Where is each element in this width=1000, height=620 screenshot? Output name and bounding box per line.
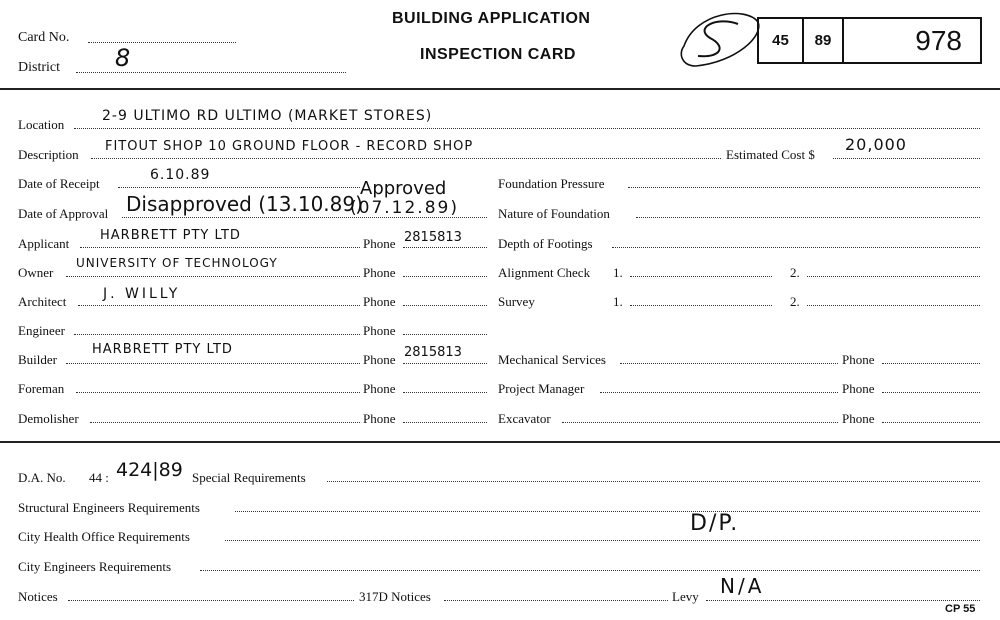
builder-phone-value: 2815813 [404,345,462,360]
card-box-1: 45 [757,17,804,64]
city-engineers-field[interactable] [200,570,980,571]
foreman-field[interactable] [76,392,360,393]
builder-phone-field[interactable] [403,363,487,364]
demolisher-phone-label: Phone [363,411,396,426]
date-receipt-label: Date of Receipt [18,176,100,191]
project-manager-phone-field[interactable] [882,392,980,393]
applicant-phone-field[interactable] [403,247,487,248]
mechanical-phone-field[interactable] [882,363,980,364]
card-no-field[interactable] [88,42,236,43]
form-title-line2: INSPECTION CARD [420,46,576,63]
owner-phone-label: Phone [363,265,396,280]
date-receipt-field[interactable] [118,187,360,188]
form-title-line1: BUILDING APPLICATION [392,10,591,27]
notices-label: Notices [18,589,58,604]
foreman-phone-label: Phone [363,381,396,396]
builder-value: HARBRETT PTY LTD [92,342,233,357]
mechanical-phone-label: Phone [842,352,875,367]
date-approval-approved: Approved [360,178,447,199]
depth-footings-field[interactable] [612,247,980,248]
location-label: Location [18,117,65,132]
district-field[interactable] [76,72,346,73]
builder-phone-label: Phone [363,352,396,367]
notices-field[interactable] [68,600,354,601]
foundation-pressure-field[interactable] [628,187,980,188]
project-manager-phone-label: Phone [842,381,875,396]
location-field[interactable] [74,128,980,129]
levy-value: N/A [720,574,765,598]
nature-foundation-label: Nature of Foundation [498,206,610,221]
excavator-field[interactable] [562,422,838,423]
excavator-phone-label: Phone [842,411,875,426]
structural-engineers-label: Structural Engineers Requirements [18,500,200,515]
engineer-phone-label: Phone [363,323,396,338]
levy-field[interactable] [706,600,980,601]
form-code: CP 55 [945,603,976,615]
special-requirements-label: Special Requirements [192,470,306,485]
alignment-num-1: 1. [613,265,623,280]
description-label: Description [18,147,79,162]
district-label: District [18,60,60,75]
date-receipt-value: 6.10.89 [150,167,211,183]
estimated-cost-value: 20,000 [845,135,907,154]
architect-label: Architect [18,294,67,309]
description-value: FITOUT SHOP 10 GROUND FLOOR - RECORD SHOP [105,139,474,154]
levy-label: Levy [672,589,699,604]
city-health-label: City Health Office Requirements [18,529,190,544]
city-health-value: D/P. [690,511,740,536]
card-no-label: Card No. [18,30,70,45]
description-field[interactable] [91,158,721,159]
excavator-phone-field[interactable] [882,422,980,423]
engineer-label: Engineer [18,323,65,338]
applicant-label: Applicant [18,236,70,251]
date-approval-disapproved: Disapproved (13.10.89) [126,192,363,216]
builder-label: Builder [18,352,57,367]
engineer-field[interactable] [74,334,360,335]
survey-field-2[interactable] [807,305,980,306]
city-engineers-label: City Engineers Requirements [18,559,172,574]
depth-footings-label: Depth of Footings [498,236,593,251]
architect-value: J. WILLY [103,286,181,302]
builder-field[interactable] [66,363,360,364]
alignment-field-2[interactable] [807,276,980,277]
alignment-check-label: Alignment Check [498,265,591,280]
city-health-field[interactable] [225,540,980,541]
header-divider [0,88,1000,90]
notices-317d-label: 317D Notices [359,589,431,604]
mechanical-services-field[interactable] [620,363,838,364]
stamp-letter: S [712,42,713,43]
architect-phone-field[interactable] [403,305,487,306]
owner-phone-field[interactable] [403,276,487,277]
district-value: 8 [115,44,131,72]
excavator-label: Excavator [498,411,551,426]
owner-value: UNIVERSITY OF TECHNOLOGY [76,256,278,270]
alignment-num-2: 2. [790,265,800,280]
alignment-field-1[interactable] [630,276,772,277]
card-box-3: 978 [842,17,982,64]
notices-317d-field[interactable] [444,600,668,601]
demolisher-label: Demolisher [18,411,79,426]
da-no-label: D.A. No. [18,470,66,485]
survey-field-1[interactable] [630,305,772,306]
applicant-value: HARBRETT PTY LTD [100,228,241,243]
owner-field[interactable] [66,276,360,277]
date-approval-approved-date: (07.12.89) [350,198,459,218]
demolisher-field[interactable] [90,422,360,423]
architect-field[interactable] [78,305,360,306]
foreman-label: Foreman [18,381,65,396]
architect-phone-label: Phone [363,294,396,309]
mechanical-services-label: Mechanical Services [498,352,606,367]
stamp-letter-icon [676,6,766,72]
location-value: 2-9 ULTIMO RD ULTIMO (MARKET STORES) [102,108,433,124]
nature-foundation-field[interactable] [636,217,980,218]
foreman-phone-field[interactable] [403,392,487,393]
applicant-phone-label: Phone [363,236,396,251]
foundation-pressure-label: Foundation Pressure [498,176,605,191]
owner-label: Owner [18,265,54,280]
special-requirements-field[interactable] [327,481,980,482]
da-no-value: 424|89 [116,459,183,481]
project-manager-field[interactable] [600,392,838,393]
demolisher-phone-field[interactable] [403,422,487,423]
survey-label: Survey [498,294,535,309]
estimated-cost-label: Estimated Cost $ [726,147,815,162]
engineer-phone-field[interactable] [403,334,487,335]
card-box-2: 89 [802,17,844,64]
section-divider [0,441,1000,443]
applicant-phone-value: 2815813 [404,230,462,245]
date-approval-label: Date of Approval [18,206,109,221]
survey-num-1: 1. [613,294,623,309]
project-manager-label: Project Manager [498,381,585,396]
survey-num-2: 2. [790,294,800,309]
structural-engineers-field[interactable] [235,511,980,512]
applicant-field[interactable] [80,247,360,248]
estimated-cost-field[interactable] [833,158,980,159]
da-no-prefix: 44 : [89,470,109,485]
